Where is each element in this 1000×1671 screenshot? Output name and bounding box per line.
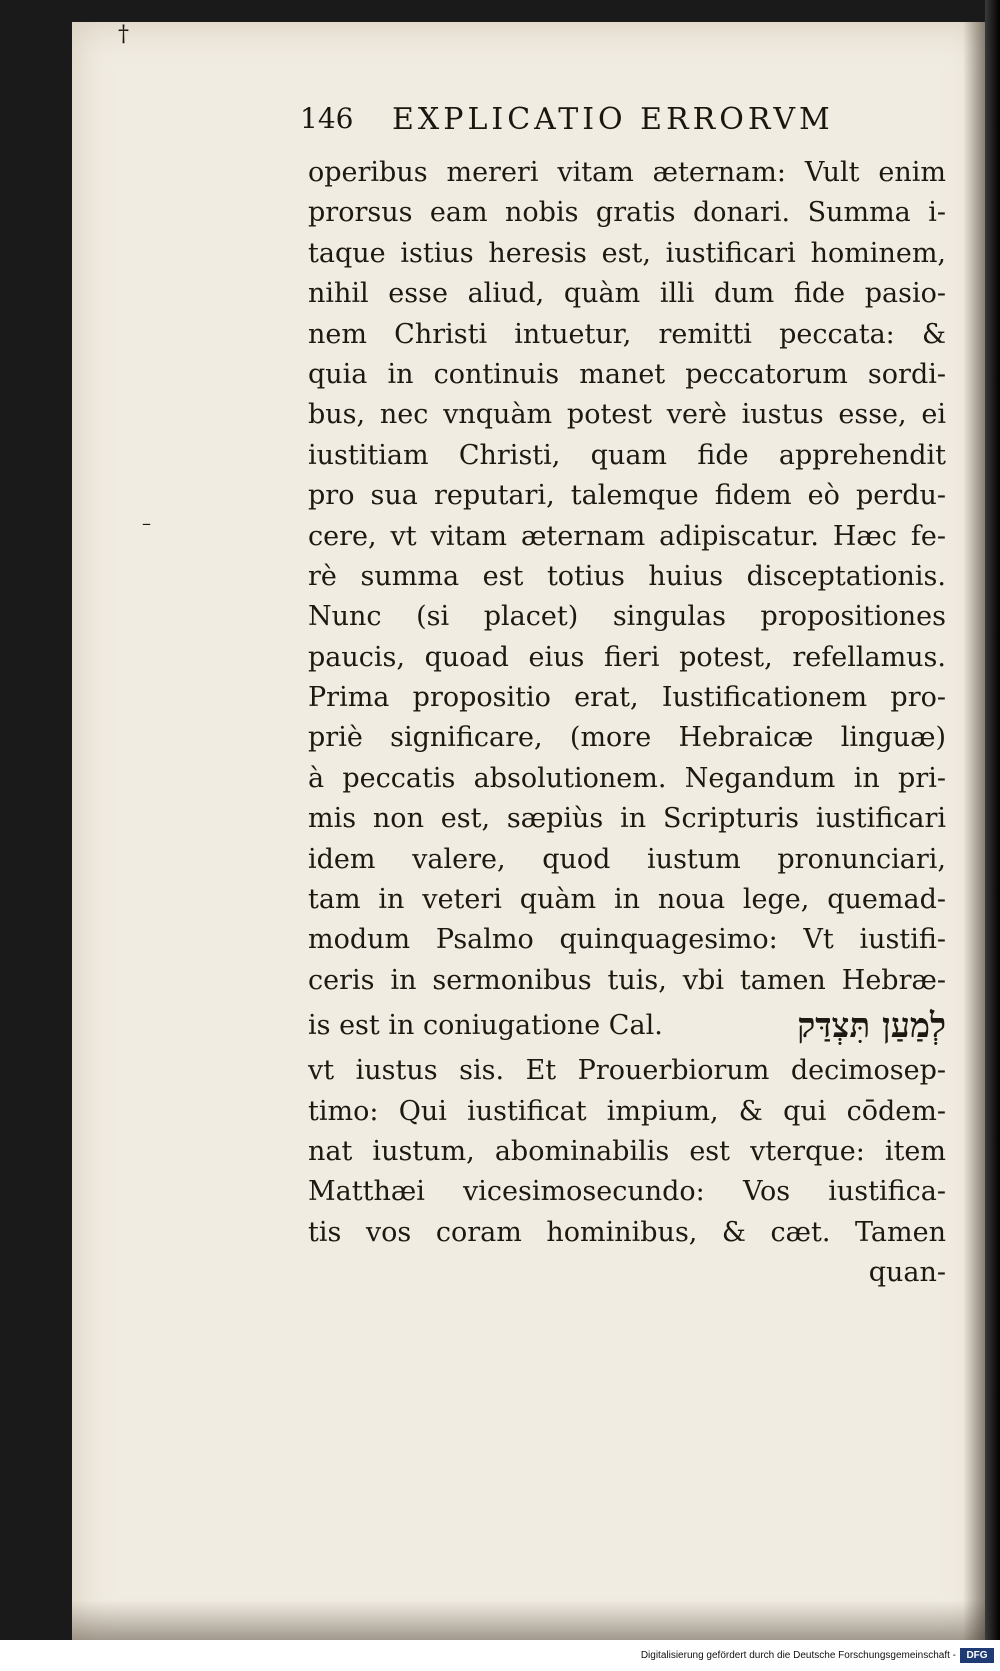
text-line: tis vos coram hominibus, & cæt. Tamen (308, 1216, 946, 1248)
text-line: tam in veteri quàm in noua lege, quemad- (308, 884, 946, 916)
page-number: 146 (300, 102, 354, 135)
hebrew-line-text: is est in coniugatione Cal. (308, 1010, 663, 1042)
text-line: nem Christi intuetur, remitti peccata: & (308, 318, 946, 350)
digitization-footer (0, 1640, 1000, 1671)
text-line: taque istius heresis est, iustificari hominem, (308, 237, 946, 269)
text-line: vt iustus sis. Et Prouerbiorum decimosep- (308, 1055, 946, 1087)
hebrew-word: לְמַעַן תִּצְדַּק (797, 1006, 946, 1047)
text-line: bus, nec vnquàm potest verè iustus esse, ei (308, 399, 946, 431)
text-line: quia in continuis manet peccatorum sordi- (308, 358, 946, 390)
text-line: timo: Qui iustificat impium, & qui cōdem- (308, 1095, 946, 1127)
text-line: pro sua reputari, talemque fidem eò perdu- (308, 480, 946, 512)
text-line: Matthæi vicesimosecundo: Vos iustifica- (308, 1176, 946, 1208)
text-line: nihil esse aliud, quàm illi dum fide pasio- (308, 278, 946, 310)
text-line: iustitiam Christi, quam fide apprehendit (308, 439, 946, 471)
text-line: priè significare, (more Hebraicæ linguæ) (308, 722, 946, 754)
hebrew-line (308, 1001, 946, 1051)
page-bottom-shadow (72, 1600, 985, 1640)
text-line: operibus mereri vitam æternam: Vult enim (308, 157, 946, 188)
text-line: nat iustum, abominabilis est vterque: item (308, 1135, 946, 1167)
text-line: modum Psalmo quinquagesimo: Vt iustifi- (308, 924, 946, 956)
book-gutter (985, 0, 1000, 1640)
catchword: quan- (868, 1257, 946, 1289)
page-edge-shadow (963, 22, 985, 1640)
text-line: idem valere, quod iustum pronunciari, (308, 843, 946, 875)
text-line: ceris in sermonibus tuis, vbi tamen Hebræ- (308, 964, 946, 996)
text-line: mis non est, sæpiùs in Scripturis iustificari (308, 803, 946, 835)
margin-mark-dash: – (142, 513, 151, 534)
text-line: cere, vt vitam æternam adipiscatur. Hæc fe- (308, 520, 946, 552)
text-line: à peccatis absolutionem. Negandum in pri- (308, 762, 946, 794)
text-line: paucis, quoad eius fieri potest, refellamus. (308, 641, 946, 673)
margin-mark-cross: † (118, 22, 129, 47)
text-line: Nunc (si placet) singulas propositiones (308, 601, 946, 633)
text-line: Prima propositio erat, Iustificationem pro- (308, 682, 946, 714)
page-header (300, 102, 940, 142)
text-line: rè summa est totius huius disceptationis. (308, 560, 946, 592)
running-head: EXPLICATIO ERRORVM (392, 102, 834, 137)
dfg-logo: DFG (960, 1648, 994, 1663)
footer-credit: Digitalisierung gefördert durch die Deutsche Forschungsgemeinschaft - (640, 1650, 956, 1661)
body-text (308, 153, 946, 1323)
text-line: prorsus eam nobis gratis donari. Summa i- (308, 197, 946, 229)
